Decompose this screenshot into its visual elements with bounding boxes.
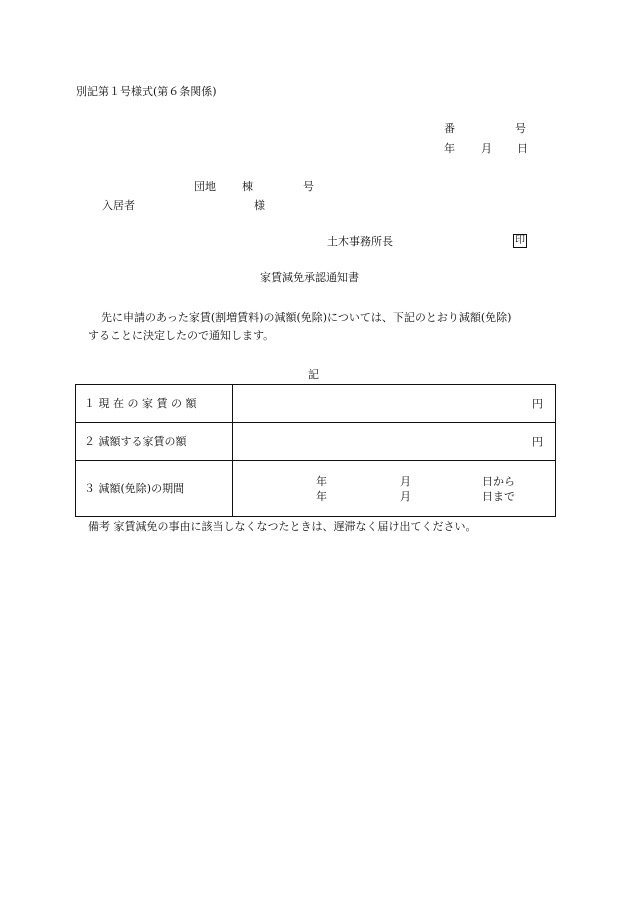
issue-date — [444, 143, 528, 154]
document-title: 家賃減免承認通知書 — [260, 271, 359, 284]
table-row — [76, 385, 556, 423]
period-from — [316, 474, 555, 489]
to-month: 月 — [400, 489, 411, 503]
form-id: 別記第１号様式(第６条関係) — [76, 85, 217, 98]
number-suffix: 号 — [515, 122, 526, 135]
current-rent-label: １ 現 在 の 家 賃 の 額 — [76, 385, 233, 423]
issuer-office: 土木事務所長 — [327, 235, 393, 248]
period-label: ３ 減額(免除)の期間 — [76, 461, 233, 517]
danchi-label: 団地 — [194, 180, 216, 193]
remarks-note: 備考 家賃減免の事由に該当しなくなつたときは、遅滞なく届け出てください。 — [88, 520, 477, 533]
reduced-rent-value — [233, 423, 556, 461]
date-year: 年 — [444, 142, 455, 155]
period-to — [316, 489, 555, 504]
body-line-1: 先に申請のあった家賃(割増賃料)の減額(免除)については、下記のとおり減額(免除) — [101, 311, 512, 324]
gou-label: 号 — [303, 180, 314, 193]
date-day: 日 — [517, 142, 528, 155]
current-rent-unit: 円 — [532, 397, 543, 410]
from-month: 月 — [400, 474, 411, 488]
seal-stamp: 印 — [515, 235, 525, 246]
from-year: 年 — [316, 474, 327, 488]
to-year: 年 — [316, 489, 327, 503]
honorific: 様 — [254, 199, 265, 212]
date-month: 月 — [481, 142, 492, 155]
tou-label: 棟 — [242, 180, 253, 193]
body-line-2: することに決定したので通知します。 — [88, 329, 275, 342]
number-label: 番 — [444, 122, 455, 135]
table-row — [76, 461, 556, 517]
resident-label: 入居者 — [102, 199, 135, 212]
to-day: 日まで — [482, 489, 515, 503]
period-value — [233, 461, 556, 517]
ki-heading: 記 — [308, 368, 319, 381]
current-rent-value — [233, 385, 556, 423]
from-day: 日から — [482, 474, 515, 488]
reduced-rent-unit: 円 — [532, 435, 543, 448]
table-row — [76, 423, 556, 461]
reduced-rent-label: ２ 減額する家賃の額 — [76, 423, 233, 461]
details-table — [75, 384, 556, 517]
